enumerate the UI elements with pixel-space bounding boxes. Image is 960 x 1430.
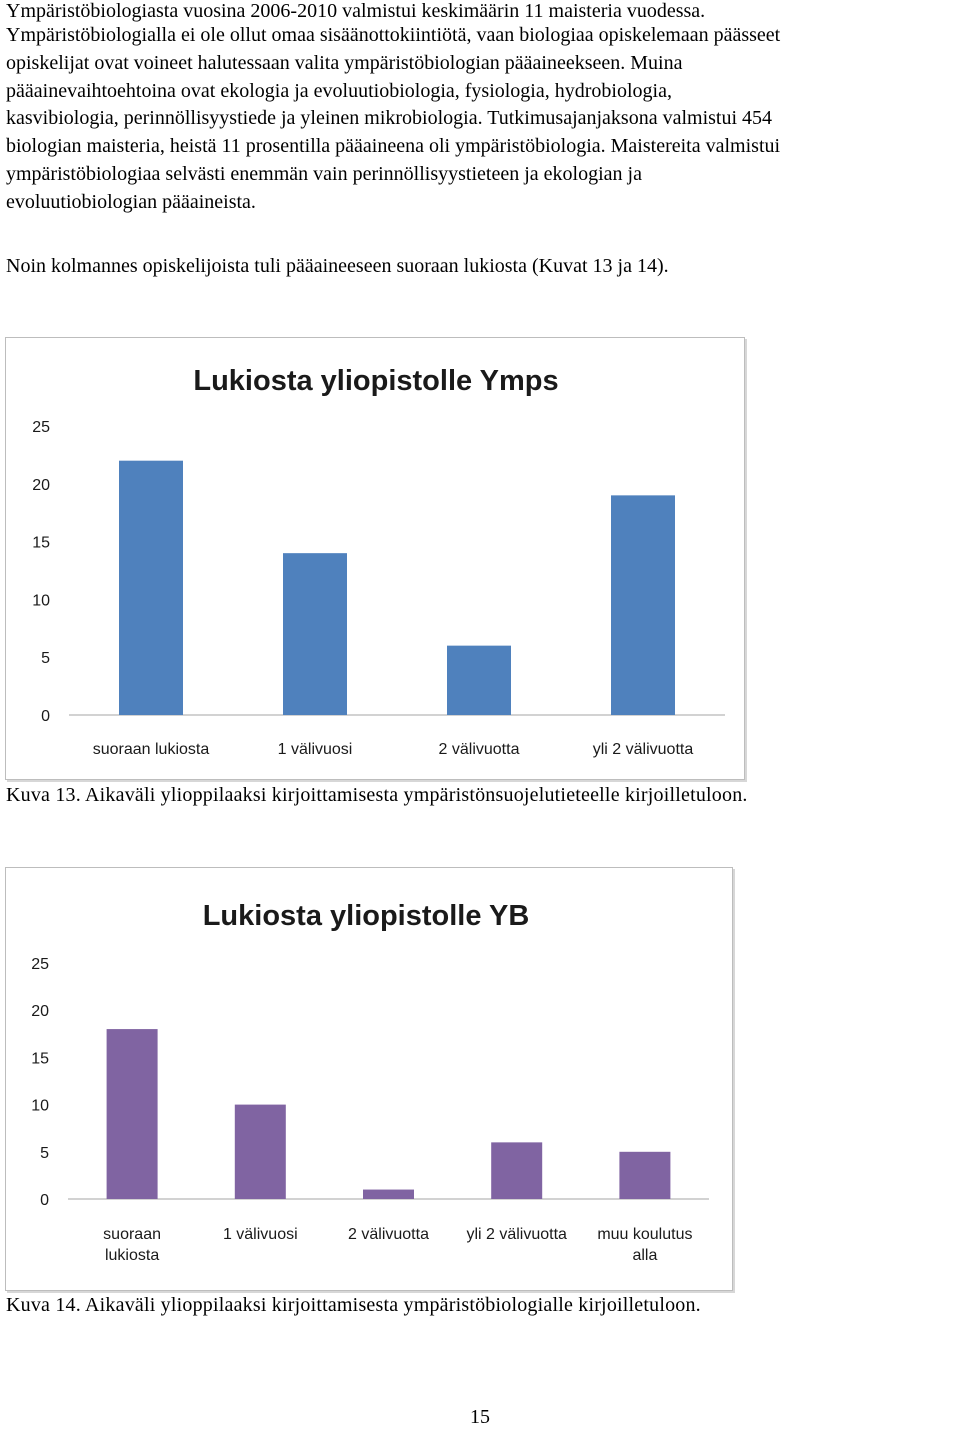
bar bbox=[235, 1105, 286, 1199]
bar bbox=[447, 646, 511, 715]
paragraph-line: Ympäristöbiologiasta vuosina 2006-2010 valmistui keskimäärin 11 maisteria vuodessa. bbox=[6, 0, 706, 22]
y-tick-label: 5 bbox=[40, 1144, 49, 1162]
y-tick-label: 0 bbox=[41, 708, 50, 725]
y-tick-label: 20 bbox=[32, 476, 50, 494]
x-category-label: alla bbox=[632, 1247, 658, 1264]
paragraph-line: Ympäristöbiologialla ei ole ollut omaa sisäänottokiintiötä, vaan biologiaa opiskelemaan päässeet bbox=[6, 24, 781, 46]
y-tick-label: 0 bbox=[40, 1192, 49, 1209]
paragraph-line: biologian maisteria, heistä 11 prosentilla pääaineena oli ympäristöbiologia. Maistereita valmistui bbox=[6, 135, 781, 158]
chart-ymps bbox=[6, 338, 744, 779]
y-tick-label: 25 bbox=[31, 956, 49, 973]
x-category-label: suoraan bbox=[103, 1226, 162, 1243]
bar bbox=[363, 1190, 414, 1199]
x-category-label: lukiosta bbox=[104, 1247, 160, 1264]
figure-14-caption: Kuva 14. Aikaväli ylioppilaaksi kirjoittamisesta ympäristöbiologialle kirjoilletuloon. bbox=[6, 1294, 701, 1316]
bar bbox=[107, 1029, 158, 1199]
paragraph-line: pääainevaihtoehtoina ovat ekologia ja evoluutiobiologia, fysiologia, hydrobiologia, bbox=[6, 79, 672, 102]
paragraph-line: ympäristöbiologiaa selvästi enemmän vain perinnöllisyystieteen ja ekologian ja bbox=[6, 162, 642, 185]
paragraph-line: evoluutiobiologian pääaineista. bbox=[6, 190, 256, 213]
chart-title: Lukiosta yliopistolle Ymps bbox=[193, 365, 559, 397]
x-category-label: 1 välivuosi bbox=[222, 1226, 298, 1243]
bar bbox=[491, 1142, 542, 1199]
y-tick-label: 15 bbox=[31, 1050, 49, 1068]
x-category-label: yli 2 välivuotta bbox=[466, 1226, 567, 1243]
chart-title: Lukiosta yliopistolle YB bbox=[202, 900, 530, 932]
bar bbox=[283, 553, 347, 715]
intro-paragraph bbox=[6, 0, 956, 217]
x-category-label: 2 välivuotta bbox=[348, 1226, 429, 1243]
x-category-label: suoraan lukiosta bbox=[92, 741, 210, 758]
paragraph-line: opiskelijat ovat voineet halutessaan valita ympäristöbiologian pääaineekseen. Muina bbox=[6, 51, 683, 74]
chart-yb-figure bbox=[5, 867, 733, 1291]
chart-ymps-figure bbox=[5, 337, 745, 780]
y-tick-label: 5 bbox=[41, 650, 50, 668]
y-tick-label: 10 bbox=[32, 592, 50, 610]
y-tick-label: 15 bbox=[32, 534, 50, 552]
bar bbox=[119, 461, 183, 715]
bar bbox=[611, 495, 675, 715]
paragraph-line: kasvibiologia, perinnöllisyystiede ja yleinen mikrobiologia. Tutkimusajanjaksona valmistui 454 bbox=[6, 107, 773, 130]
summary-paragraph: Noin kolmannes opiskelijoista tuli pääaineeseen suoraan lukiosta (Kuvat 13 ja 14). bbox=[6, 255, 669, 277]
bar bbox=[619, 1152, 670, 1199]
x-category-label: yli 2 välivuotta bbox=[592, 741, 694, 758]
x-category-label: 1 välivuosi bbox=[277, 741, 353, 758]
page-number: 15 bbox=[470, 1406, 490, 1428]
x-category-label: 2 välivuotta bbox=[438, 741, 520, 758]
y-tick-label: 25 bbox=[32, 419, 50, 436]
figure-13-caption: Kuva 13. Aikaväli ylioppilaaksi kirjoittamisesta ympäristönsuojelutieteelle kirjoilletuloon. bbox=[6, 784, 748, 806]
x-category-label: muu koulutus bbox=[597, 1226, 693, 1243]
y-tick-label: 10 bbox=[31, 1097, 49, 1115]
y-tick-label: 20 bbox=[31, 1003, 49, 1021]
chart-yb bbox=[6, 868, 732, 1290]
